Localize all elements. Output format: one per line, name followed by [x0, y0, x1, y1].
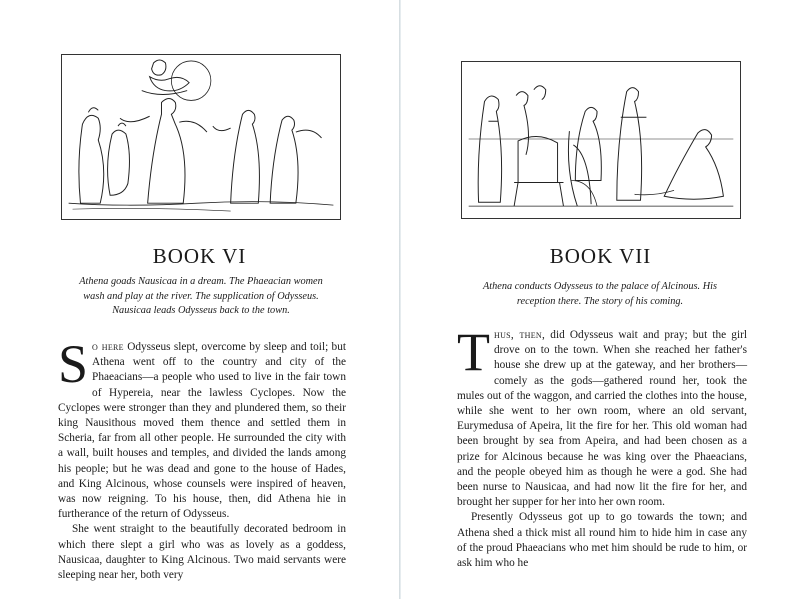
paragraph [58, 334, 346, 522]
chapter-text [58, 334, 346, 583]
chapter-argument: Athena conducts Odysseus to the palace of Alcinous. His reception there. The story of his coming. [482, 281, 718, 307]
drop-cap: T [457, 322, 490, 382]
paragraph: Presently Odysseus got up to go towards the town; and Athena shed a thick mist all round him to hide him in case any of the proud Phaeacians who met him should be rude to him, or ask him who he [457, 511, 747, 570]
paragraph: She went straight to the beautifully decorated bedroom in which there slept a girl who was as lovely as a goddess, Nausicaa, daughter to King Alcinous. Two maid servants were sleeping near her, both very [58, 523, 346, 582]
book-title: BOOK VII [549, 244, 652, 268]
drop-cap: S [58, 334, 89, 394]
paragraph-text: did Odysseus wait and pray; but the girl drove on to the town. When she reached her father's house she drew up at the gateway, and her brothers—comely as the gods—gathered round her, took the mules out of the waggon, and carried the clothes into the house, while she went to her own room, where an old servant, Eurymedusa of Apeira, lit the fire for her. This old woman had been brought by sea from Apeira, and had been chosen as a prize for Alcinous because he was king over the Phaeacians, and the people obeyed him as though he were a god. She had been nurse to Nausicaa, and had now lit the fire for her, and brought her supper for her into her own room. [457, 329, 747, 509]
left-page [0, 0, 399, 599]
right-page [401, 0, 800, 599]
lead-in: o here [92, 341, 124, 353]
book-title: BOOK VI [152, 244, 247, 268]
paragraph-text: Odysseus slept, overcome by sleep and toil; but Athena went off to the country and city of the Phaeacians—a people who used to live in the fair town of Hypereia, near the lawless Cyclopes. Now the Cyclopes were stronger than they and plundered them, so their king Nausithous moved them thence and settled them in Scheria, far from all other people. He surrounded the city with a wall, built houses and temples, and divided the lands among his people; but he was dead and gone to the house of Hades, and King Alcinous, whose counsels were inspired of heaven, was now reigning. To his house, then, did Athena hie in furtherance of the return of Odysseus. [58, 341, 346, 521]
chapter-argument: Athena goads Nausicaa in a dream. The Phaeacian women wash and play at the river. The supplication of Odysseus. Nausicaa leads Odysseus back to the town. [79, 276, 323, 316]
nausicaa-illustration [61, 54, 341, 220]
alcinous-illustration [461, 61, 741, 219]
lead-in: hus, then, [494, 329, 546, 341]
paragraph [457, 322, 747, 510]
chapter-text [457, 322, 747, 571]
